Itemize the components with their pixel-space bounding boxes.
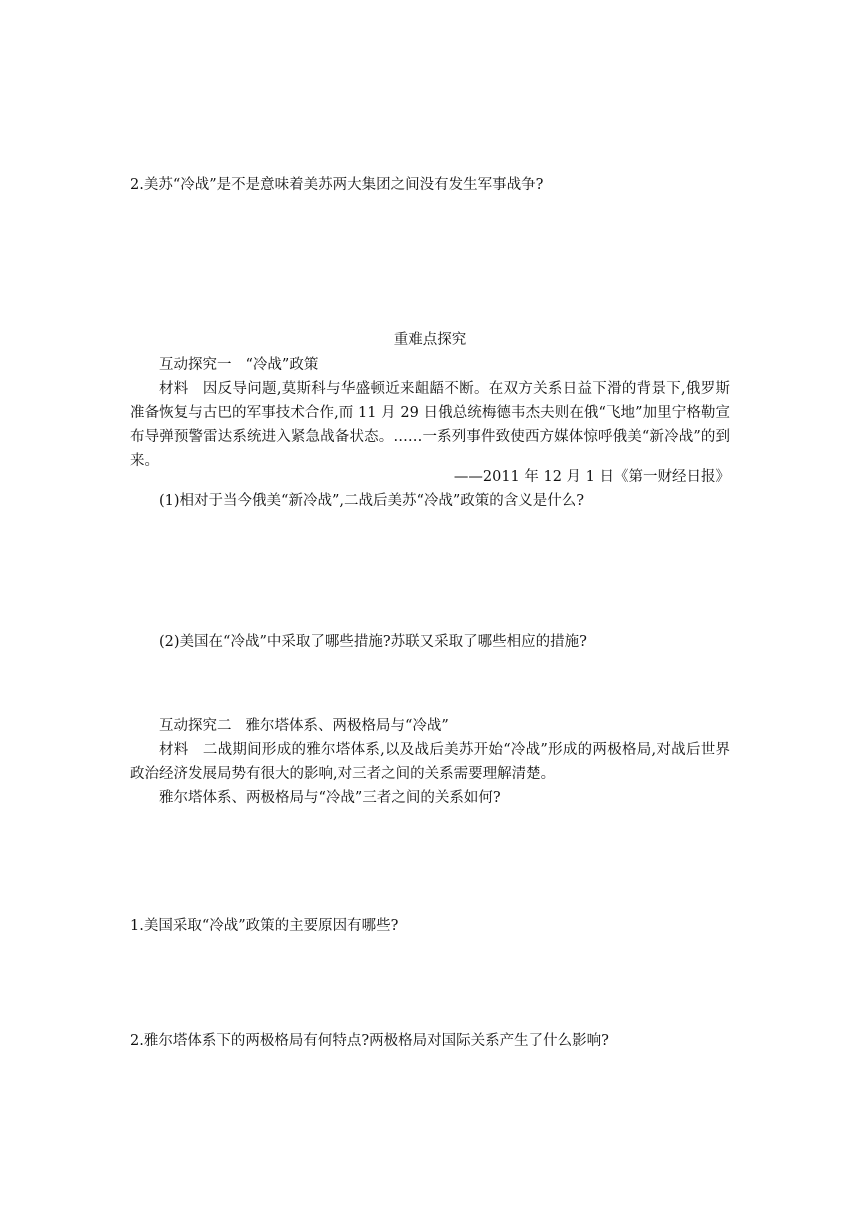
material-label: 材料 (159, 742, 189, 758)
inquiry-2-heading (159, 716, 449, 736)
inquiry-2-question: 雅尔塔体系、两极格局与“冷战”三者之间的关系如何? (159, 790, 501, 806)
inquiry-1-question-1: (1)相对于当今俄美“新冷战”,二战后美苏“冷战”政策的含义是什么? (159, 493, 585, 509)
section-title: 重难点探究 (393, 332, 467, 348)
inquiry-2-label: 互动探究二 (159, 718, 232, 734)
material-source: ——2011 年 12 月 1 日《第一财经日报》 (453, 469, 730, 485)
material-label: 材料 (159, 381, 189, 397)
inquiry-2-topic: 雅尔塔体系、两极格局与“冷战” (245, 718, 449, 734)
inquiry-1-topic: “冷战”政策 (245, 357, 319, 373)
question-2-bottom: 2.雅尔塔体系下的两极格局有何特点?两极格局对国际关系产生了什么影响? (130, 1033, 609, 1049)
material-text: 二战期间形成的雅尔塔体系,以及战后美苏开始“冷战”形成的两极格局,对战后世界政治经济发展局势有很大的影响,对三者之间的关系需要理解清楚。 (130, 742, 731, 782)
question-1-bottom: 1.美国采取“冷战”政策的主要原因有哪些? (130, 918, 399, 934)
inquiry-2-material (130, 738, 730, 786)
inquiry-1-label: 互动探究一 (159, 357, 232, 373)
inquiry-1-heading (159, 355, 318, 375)
material-text: 因反导问题,莫斯科与华盛顿近来龃龉不断。在双方关系日益下滑的背景下,俄罗斯准备恢复与古巴的军事技术合作,而 11 月 29 日俄总统梅德韦杰夫则在俄“飞地”加里宁格勒宣布导弹预警雷达系统进入紧急战备状态。……一系列事件致使西方媒体惊呼俄美“新冷战”的到来。 (130, 381, 731, 469)
inquiry-1-material (130, 377, 730, 473)
inquiry-1-question-2: (2)美国在“冷战”中采取了哪些措施?苏联又采取了哪些相应的措施? (159, 634, 587, 650)
question-2-top: 2.美苏“冷战”是不是意味着美苏两大集团之间没有发生军事战争? (130, 177, 544, 193)
